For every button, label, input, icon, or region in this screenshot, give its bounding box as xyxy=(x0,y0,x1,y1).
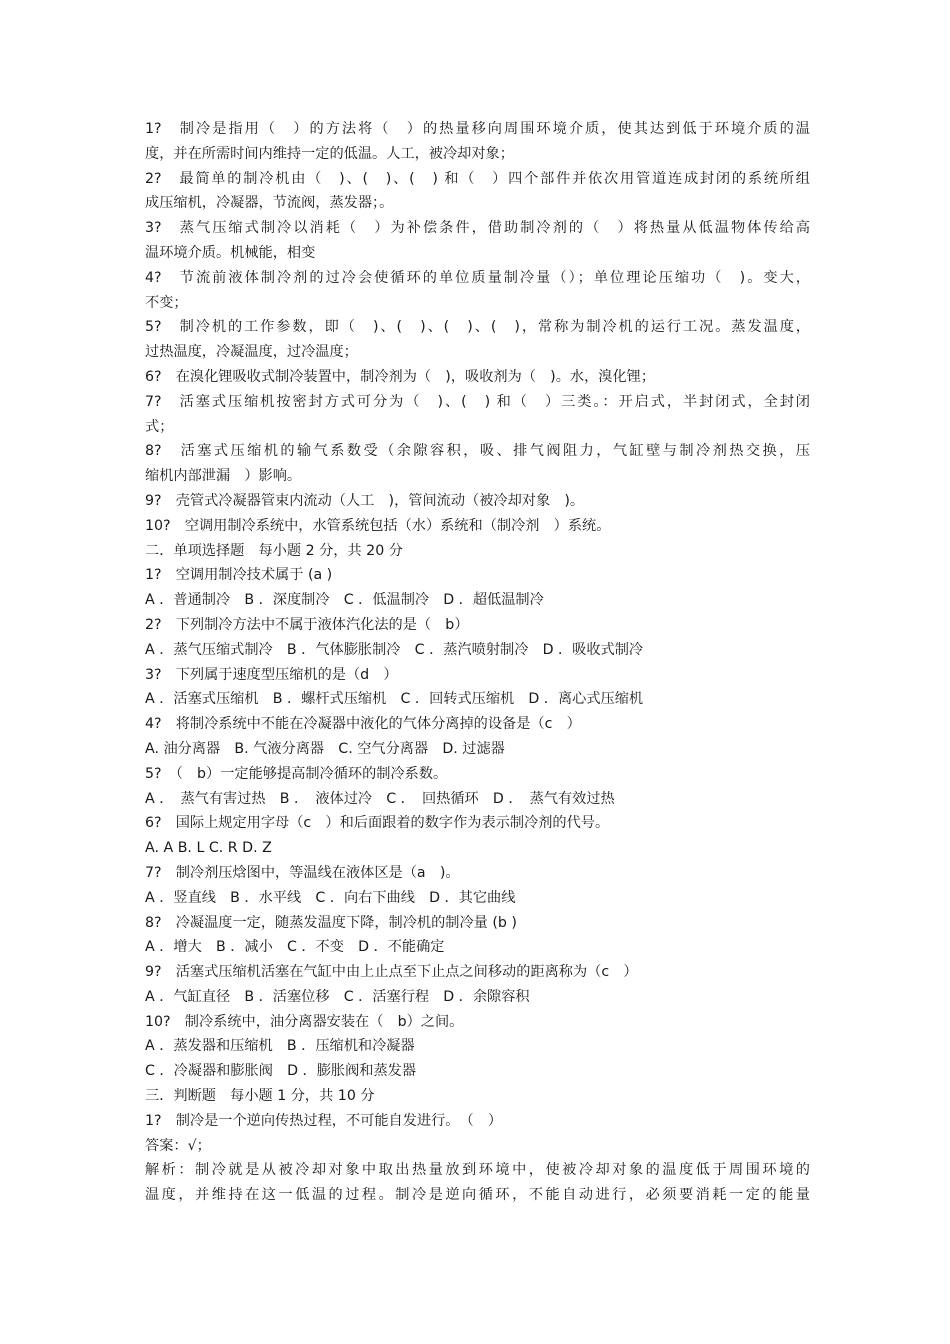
text-line: A ．普通制冷 B ．深度制冷 C ．低温制冷 D ．超低温制冷 xyxy=(145,592,544,609)
text-line: 1? 制冷是一个逆向传热过程，不可能自发进行。 （ ） xyxy=(145,1112,503,1129)
text-line: A ． 蒸气有害过热 B ． 液体过冷 C ． 回热循环 D ． 蒸气有效过热 xyxy=(145,790,615,807)
text-line: A. A B. L C. R D. Z xyxy=(145,840,272,857)
text-line: 二．单项选择题 每小题 2 分，共 20 分 xyxy=(145,542,403,559)
text-line: A ．蒸气压缩式制冷 B ．气体膨胀制冷 C ．蒸汽喷射制冷 D ．吸收式制冷 xyxy=(145,641,644,658)
text-line: 答案：√； xyxy=(145,1137,211,1154)
text-line: 10? 制冷系统中，油分离器安装在（ b）之间。 xyxy=(145,1013,464,1030)
text-line: 1? 制冷是指用（ ）的方法将（ ）的热量移向周围环境介质，使其达到低于环境介质的温 xyxy=(145,121,810,137)
text-line: 度，并在所需时间内维持一定的低温。人工，被冷却对象； xyxy=(145,145,514,162)
text-line: 7? 制冷剂压焓图中，等温线在液体区是（a )。 xyxy=(145,864,460,881)
text-line: 4? 将制冷系统中不能在冷凝器中液化的气体分离掉的设备是（c ） xyxy=(145,716,581,733)
text-line: 3? 蒸气压缩式制冷以消耗（ ）为补偿条件，借助制冷剂的（ ）将热量从低温物体传给高 xyxy=(145,220,810,237)
text-line: 9? 壳管式冷凝器管束内流动（人工 )，管间流动（被冷却对象 )。 xyxy=(145,492,585,509)
text-line: 5? （ b）一定能够提高制冷循环的制冷系数。 xyxy=(145,765,448,782)
text-line: 式； xyxy=(145,418,174,435)
text-line: 过热温度，冷凝温度，过冷温度； xyxy=(145,344,358,361)
text-line: A ．气缸直径 B ．活塞位移 C ．活塞行程 D ．余隙容积 xyxy=(145,988,530,1005)
text-line: 8? 活塞式压缩机的输气系数受（余隙容积，吸、排气阀阻力，气缸壁与制冷剂热交换，压 xyxy=(145,443,810,460)
text-line: A ．活塞式压缩机 B ．螺杆式压缩机 C ．回转式压缩机 D ．离心式压缩机 xyxy=(145,691,644,708)
text-line: 3? 下列属于速度型压缩机的是（d ） xyxy=(145,666,398,683)
text-line: 成压缩机，冷凝器，节流阀，蒸发器；。 xyxy=(145,195,394,212)
text-line: A ．增大 B ．减小 C ．不变 D ．不能确定 xyxy=(145,939,445,956)
text-line: 解析：制冷就是从被冷却对象中取出热量放到环境中，使被冷却对象的温度低于周围环境的 xyxy=(145,1162,810,1179)
text-line: 9? 活塞式压缩机活塞在气缸中由上止点至下止点之间移动的距离称为（c ） xyxy=(145,964,638,981)
text-line: 5? 制冷机的工作参数，即（ )、( )、( )、( )，常称为制冷机的运行工况。蒸发温度， xyxy=(145,319,810,336)
text-line: 6? 国际上规定用字母（c ）和后面跟着的数字作为表示制冷剂的代号。 xyxy=(145,815,610,832)
text-line: C ．冷凝器和膨胀阀 D ．膨胀阀和蒸发器 xyxy=(145,1063,417,1080)
text-line: A ．竖直线 B ．水平线 C ．向右下曲线 D ．其它曲线 xyxy=(145,889,516,906)
text-line: A ．蒸发器和压缩机 B ．压缩机和冷凝器 xyxy=(145,1038,415,1055)
text-line: 10? 空调用制冷系统中，水管系统包括（水）系统和（制冷剂 ）系统。 xyxy=(145,517,611,534)
text-line: 8? 冷凝温度一定，随蒸发温度下降，制冷机的制冷量 (b ) xyxy=(145,914,517,931)
text-line: 1? 空调用制冷技术属于 (a ) xyxy=(145,567,333,584)
text-line: 三．判断题 每小题 1 分，共 10 分 xyxy=(145,1088,375,1105)
text-line: 2? 下列制冷方法中不属于液体汽化法的是（ b） xyxy=(145,616,469,633)
text-line: 7? 活塞式压缩机按密封方式可分为（ )、( ) 和（ ）三类。：开启式，半封闭式，全封闭 xyxy=(145,393,810,410)
text-line: 缩机内部泄漏 ）影响。 xyxy=(145,468,302,485)
text-line: A. 油分离器 B. 气液分离器 C. 空气分离器 D. 过滤器 xyxy=(145,740,505,757)
text-line: 6? 在溴化锂吸收式制冷装置中，制冷剂为（ )，吸收剂为（ )。水，溴化锂； xyxy=(145,368,656,385)
text-line: 不变； xyxy=(145,294,188,311)
text-line: 4? 节流前液体制冷剂的过冷会使循环的单位质量制冷量（）；单位理论压缩功（ )。变大， xyxy=(145,269,810,286)
text-line: 2? 最简单的制冷机由（ )、( )、( ) 和（ ）四个部件并依次用管道连成封闭的系统所组 xyxy=(145,170,810,187)
document-page xyxy=(145,117,810,1208)
text-line: 温度，并维持在这一低温的过程。制冷是逆向循环，不能自动进行，必须要消耗一定的能量 xyxy=(145,1187,810,1204)
text-line: 温环境介质。机械能，相变 xyxy=(145,244,316,261)
